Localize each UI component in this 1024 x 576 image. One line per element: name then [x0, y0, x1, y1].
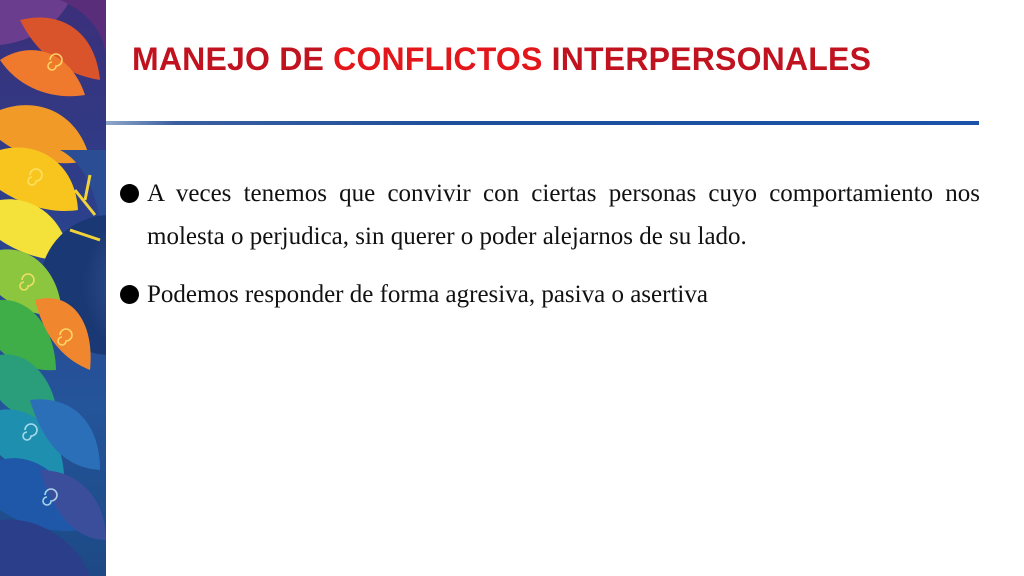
list-item — [118, 172, 980, 258]
page-title — [132, 42, 871, 77]
bullet-list — [118, 172, 980, 316]
round-bullet-icon — [120, 184, 139, 203]
title-part-2: CONFLICTOS — [333, 41, 543, 77]
title-part-1: MANEJO DE — [132, 41, 334, 77]
title-divider — [106, 121, 979, 125]
mandala-painting-icon — [0, 0, 106, 576]
bullet-text: A veces tenemos que convivir con ciertas personas cuyo comportamiento nos molesta o perjudica, sin querer o poder alejarnos de su lado. — [147, 180, 980, 250]
list-item — [118, 273, 980, 316]
round-bullet-icon — [120, 285, 139, 304]
bullet-text: Podemos responder de forma agresiva, pasiva o asertiva — [147, 281, 708, 308]
title-part-3: INTERPERSONALES — [542, 41, 872, 77]
